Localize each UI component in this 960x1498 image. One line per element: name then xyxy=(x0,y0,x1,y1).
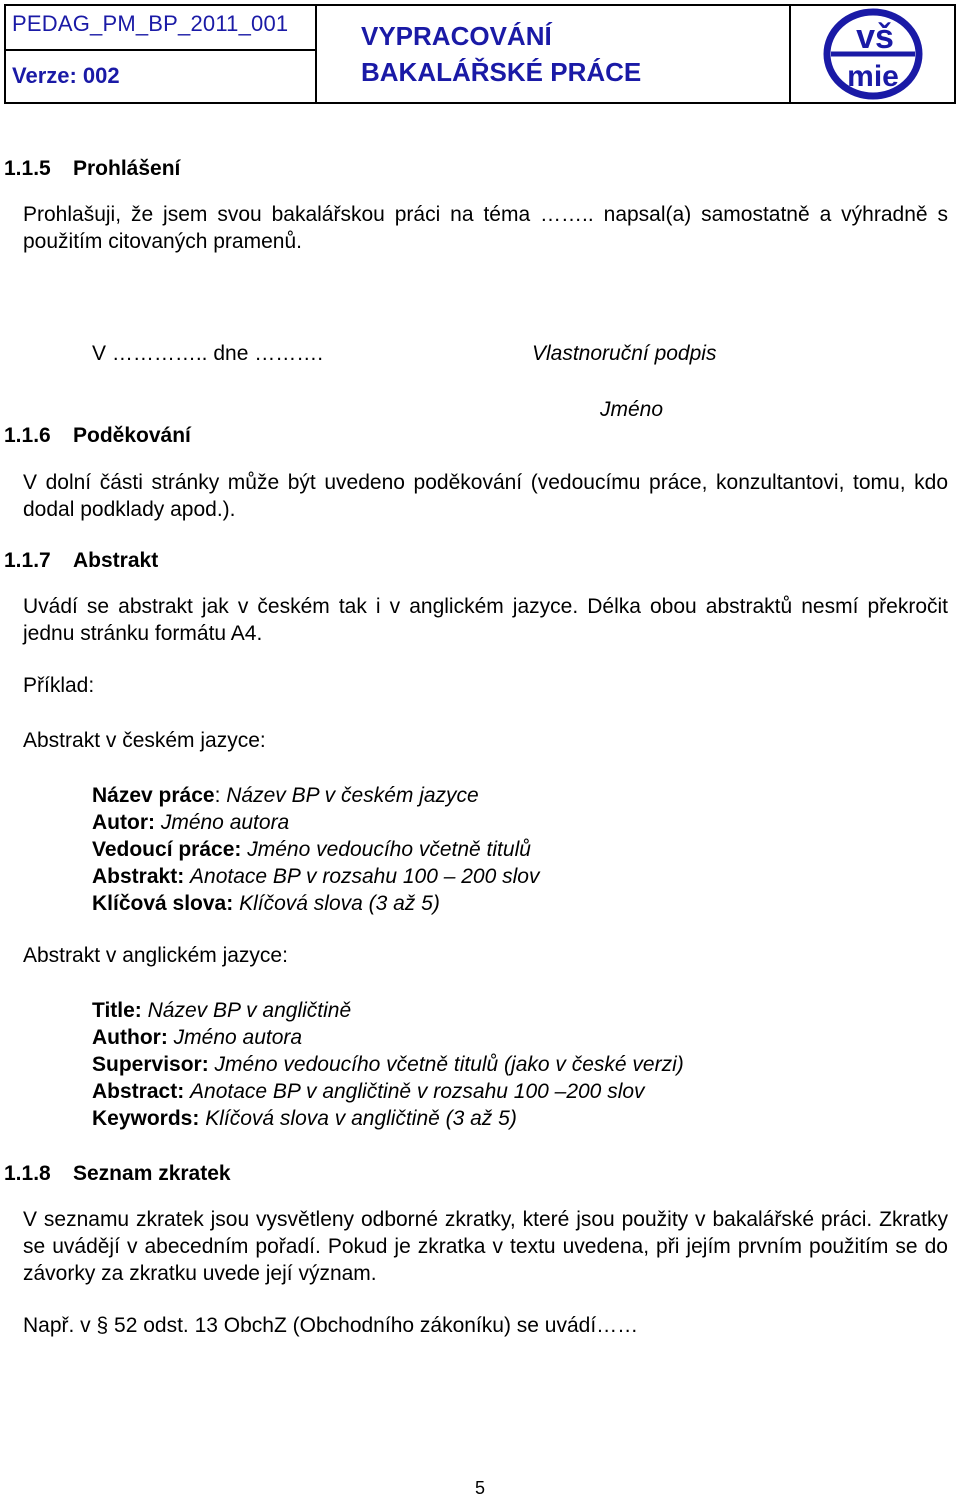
item-label: Keywords: xyxy=(92,1107,200,1130)
document-header xyxy=(4,4,956,104)
header-logo-cell xyxy=(791,6,954,102)
doc-code: PEDAG_PM_BP_2011_001 xyxy=(6,6,315,51)
abbreviations-example: Např. v § 52 odst. 13 ObchZ (Obchodního zákoníku) se uvádí…… xyxy=(23,1314,639,1337)
list-item xyxy=(92,1105,684,1132)
section-title: Abstrakt xyxy=(73,549,159,572)
list-item xyxy=(92,890,539,917)
place-date-line: V ………….. dne ………. xyxy=(92,342,324,365)
section-heading-seznam-zkratek xyxy=(4,1160,231,1187)
section-title: Prohlášení xyxy=(73,157,181,180)
item-value: Anotace BP v angličtině v rozsahu 100 –200 slov xyxy=(190,1080,645,1103)
list-item xyxy=(92,1078,684,1105)
acknowledgement-text: V dolní části stránky může být uvedeno poděkování (vedoucímu práce, konzultantovi, tomu, kdo dodal podklady apod.). xyxy=(23,471,948,521)
item-label: Abstract: xyxy=(92,1080,185,1103)
item-value: Klíčová slova (3 až 5) xyxy=(239,892,440,915)
header-title-line2: BAKALÁŘSKÉ PRÁCE xyxy=(361,57,642,87)
doc-version: Verze: 002 xyxy=(12,63,120,88)
section-title: Poděkování xyxy=(73,424,191,447)
item-label: Klíčová slova: xyxy=(92,892,234,915)
header-title-line1: VYPRACOVÁNÍ xyxy=(361,21,552,51)
cz-abstract-list xyxy=(92,782,539,917)
item-value: Jméno autora xyxy=(160,811,290,834)
list-item xyxy=(92,997,684,1024)
item-value: Název BP v angličtině xyxy=(147,999,352,1022)
item-label: Title: xyxy=(92,999,142,1022)
item-value: Jméno autora xyxy=(173,1026,303,1049)
list-item xyxy=(92,863,539,890)
section-number: 1.1.5 xyxy=(4,157,51,180)
item-label: Abstrakt: xyxy=(92,865,185,888)
section-number: 1.1.6 xyxy=(4,424,51,447)
section-heading-abstrakt xyxy=(4,547,158,574)
example-label: Příklad: xyxy=(23,674,95,697)
item-value: Název BP v českém jazyce xyxy=(226,784,479,807)
section-heading-podekovani xyxy=(4,422,191,449)
list-item xyxy=(92,836,539,863)
cz-abstract-heading: Abstrakt v českém jazyce: xyxy=(23,729,266,752)
signature-label: Vlastnoruční podpis xyxy=(532,342,717,365)
item-label: Vedoucí práce: xyxy=(92,838,242,861)
item-label: Autor: xyxy=(92,811,155,834)
section-number: 1.1.8 xyxy=(4,1162,51,1185)
item-label: Author: xyxy=(92,1026,168,1049)
en-abstract-list xyxy=(92,997,684,1132)
header-left-cell xyxy=(6,6,317,102)
section-heading-prohlaseni xyxy=(4,155,180,182)
item-label: Název práce xyxy=(92,784,215,807)
declaration-text: Prohlašuji, že jsem svou bakalářskou práci na téma …….. napsal(a) samostatně a výhradně s použitím citovaných pramenů. xyxy=(23,203,948,253)
name-label: Jméno xyxy=(600,398,664,421)
page-number: 5 xyxy=(474,1478,485,1498)
en-abstract-heading: Abstrakt v anglickém jazyce: xyxy=(23,944,288,967)
section-number: 1.1.7 xyxy=(4,549,51,572)
header-title-cell xyxy=(317,6,791,102)
section-title: Seznam zkratek xyxy=(73,1162,231,1185)
item-value: Klíčová slova v angličtině (3 až 5) xyxy=(205,1107,517,1130)
list-item xyxy=(92,1051,684,1078)
item-label: Supervisor: xyxy=(92,1053,209,1076)
item-value: Jméno vedoucího včetně titulů (jako v české verzi) xyxy=(214,1053,684,1076)
vsmie-logo-icon xyxy=(823,8,923,100)
item-value: Jméno vedoucího včetně titulů xyxy=(247,838,531,861)
item-value: Anotace BP v rozsahu 100 – 200 slov xyxy=(190,865,540,888)
list-item: Název práce: Název BP v českém jazyce xyxy=(92,784,479,807)
list-item xyxy=(92,809,539,836)
abstract-intro-text: Uvádí se abstrakt jak v českém tak i v anglickém jazyce. Délka obou abstraktů nesmí překročit jednu stránku formátu A4. xyxy=(23,595,948,645)
abbreviations-text: V seznamu zkratek jsou vysvětleny odborné zkratky, které jsou použity v bakalářské práci. Zkratky se uvádějí v abecedním pořadí. Pokud je zkratka v textu uvedena, při jejím prvním použitím se do závorky za zkratku uvede její význam. xyxy=(23,1208,948,1285)
logo-text-top: vš xyxy=(855,18,894,56)
list-item xyxy=(92,1024,684,1051)
logo-text-bottom: mie xyxy=(846,60,899,93)
